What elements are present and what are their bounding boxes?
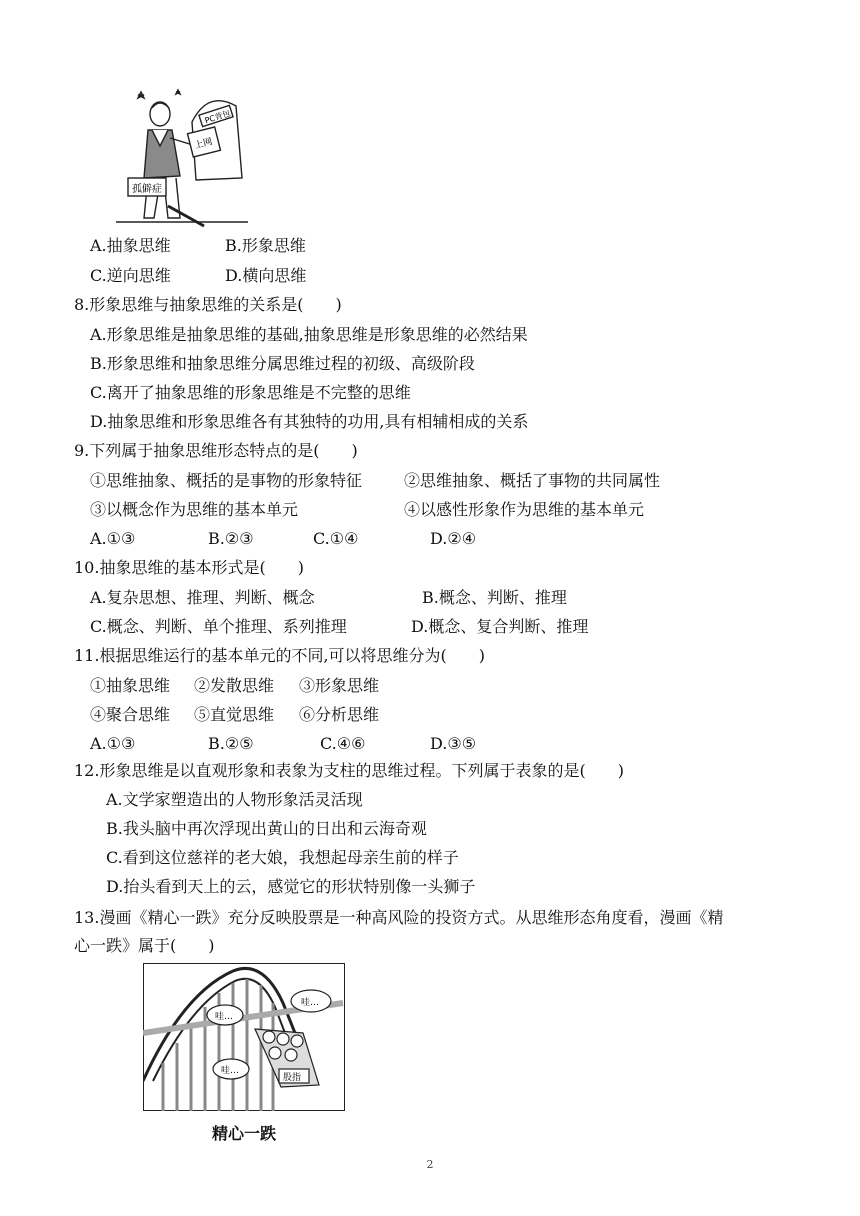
q7-option-c: C.逆向思维 xyxy=(90,266,171,285)
q7-option-b: B.形象思维 xyxy=(225,236,306,255)
q11-item-6: ⑥分析思维 xyxy=(299,705,380,724)
screen-text: 上网 xyxy=(193,137,214,152)
q9-option-b: B.②③ xyxy=(208,529,254,548)
q10-stem: 10.抽象思维的基本形式是( ) xyxy=(74,558,304,577)
car-label-text: 股指 xyxy=(283,1073,302,1083)
q9-item-3: ③以概念作为思维的基本单元 xyxy=(90,500,299,519)
q11-option-d: D.③⑤ xyxy=(430,734,477,753)
q11-option-b: B.②⑤ xyxy=(208,734,254,753)
q10-option-b: B.概念、判断、推理 xyxy=(422,588,567,607)
q10-option-a: A.复杂思想、推理、判断、概念 xyxy=(90,588,315,607)
q9-item-2: ②思维抽象、概括了事物的共同属性 xyxy=(404,471,661,490)
q9-option-c: C.①④ xyxy=(313,529,359,548)
placard-text: 孤僻症 xyxy=(132,184,162,195)
bubble-2-text: 哇… xyxy=(301,998,320,1008)
q11-item-4: ④聚合思维 xyxy=(90,705,171,724)
q13-stem-line2: 心一跌》属于( ) xyxy=(74,936,215,955)
q9-item-4: ④以感性形象作为思维的基本单元 xyxy=(404,500,645,519)
q9-option-a: A.①③ xyxy=(90,529,136,548)
q11-item-1: ①抽象思维 xyxy=(90,676,171,695)
q11-item-5: ⑤直觉思维 xyxy=(194,705,275,724)
bubble-3-text: 哇… xyxy=(221,1066,240,1076)
q9-option-d: D.②④ xyxy=(430,529,477,548)
q12-option-b: B.我头脑中再次浮现出黄山的日出和云海奇观 xyxy=(106,819,427,838)
q8-option-b: B.形象思维和抽象思维分属思维过程的初级、高级阶段 xyxy=(90,354,475,373)
q11-item-2: ②发散思维 xyxy=(194,676,275,695)
q11-option-a: A.①③ xyxy=(90,734,136,753)
q10-option-d: D.概念、复合判断、推理 xyxy=(411,617,589,636)
kiosk-sign-text: PC背包 xyxy=(203,108,232,126)
q8-stem: 8.形象思维与抽象思维的关系是( ) xyxy=(74,295,342,314)
q11-stem: 11.根据思维运行的基本单元的不同,可以将思维分为( ) xyxy=(74,646,486,665)
q8-option-d: D.抽象思维和形象思维各有其独特的功用,具有相辅相成的关系 xyxy=(90,412,529,431)
q8-option-c: C.离开了抽象思维的形象思维是不完整的思维 xyxy=(90,383,411,402)
q12-option-d: D.抬头看到天上的云，感觉它的形状特别像一头狮子 xyxy=(106,877,476,896)
cartoon-pc-backpack xyxy=(108,86,258,228)
q12-stem: 12.形象思维是以直观形象和表象为支柱的思维过程。下列属于表象的是( ) xyxy=(74,761,624,780)
q11-item-3: ③形象思维 xyxy=(299,676,380,695)
bubble-1-text: 哇… xyxy=(215,1012,234,1022)
page-number: 2 xyxy=(426,1158,434,1171)
q9-item-1: ①思维抽象、概括的是事物的形象特征 xyxy=(90,471,363,490)
q12-option-c: C.看到这位慈祥的老大娘，我想起母亲生前的样子 xyxy=(106,848,459,867)
q10-option-c: C.概念、判断、单个推理、系列推理 xyxy=(90,617,347,636)
q8-option-a: A.形象思维是抽象思维的基础,抽象思维是形象思维的必然结果 xyxy=(90,325,528,344)
cartoon-roller-coaster xyxy=(143,963,345,1111)
q7-option-d: D.横向思维 xyxy=(225,266,307,285)
q7-option-a: A.抽象思维 xyxy=(90,236,171,255)
q11-option-c: C.④⑥ xyxy=(320,734,366,753)
q9-stem: 9.下列属于抽象思维形态特点的是( ) xyxy=(74,441,358,460)
q12-option-a: A.文学家塑造出的人物形象活灵活现 xyxy=(106,790,363,809)
q13-stem-line1: 13.漫画《精心一跌》充分反映股票是一种高风险的投资方式。从思维形态角度看，漫画《精 xyxy=(74,908,724,927)
cartoon-caption: 精心一跌 xyxy=(212,1124,277,1143)
